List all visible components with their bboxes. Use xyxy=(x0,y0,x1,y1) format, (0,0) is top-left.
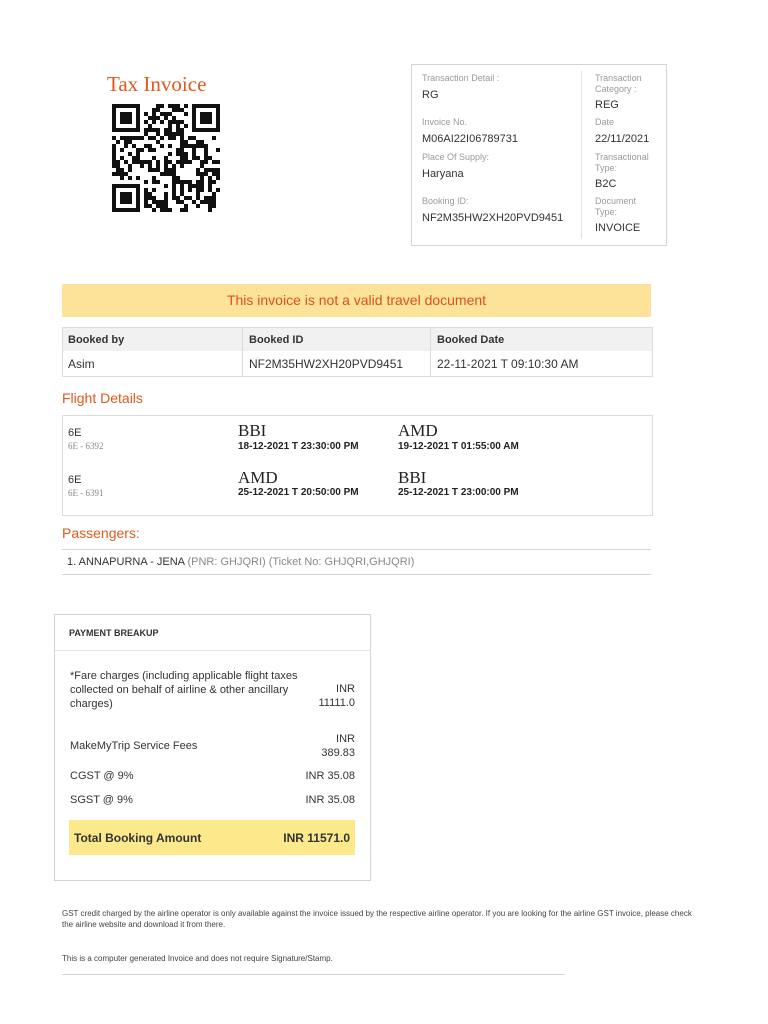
booked-by-value: Asim xyxy=(68,357,95,371)
booking-table-divider xyxy=(242,328,243,376)
sgst-value: INR 35.08 xyxy=(305,794,355,806)
computer-generated-note: This is a computer generated Invoice and does not require Signature/Stamp. xyxy=(62,954,333,963)
booking-id-label: Booking ID: xyxy=(422,196,469,206)
flight-airline: 6E xyxy=(68,427,82,439)
booked-date-value: 22-11-2021 T 09:10:30 AM xyxy=(437,357,579,371)
booking-table xyxy=(62,327,653,377)
booked-id-value: NF2M35HW2XH20PVD9451 xyxy=(249,357,404,371)
invoice-no-label: Invoice No. xyxy=(422,117,468,127)
flight-number: 6E - 6391 xyxy=(68,488,104,498)
invalid-document-banner: This invoice is not a valid travel document xyxy=(62,284,651,317)
flight-arrival-time: 19-12-2021 T 01:55:00 AM xyxy=(398,441,519,452)
document-type-label: Document Type: xyxy=(595,196,637,217)
flight-number: 6E - 6392 xyxy=(68,441,104,451)
flight-departure-time: 18-12-2021 T 23:30:00 PM xyxy=(238,441,359,452)
flight-airline: 6E xyxy=(68,474,82,486)
cgst-label: CGST @ 9% xyxy=(70,770,134,782)
passengers-heading: Passengers: xyxy=(62,525,140,541)
service-fees-label: MakeMyTrip Service Fees xyxy=(70,740,198,752)
invoice-title: Tax Invoice xyxy=(107,72,207,96)
payment-breakup-heading: PAYMENT BREAKUP xyxy=(69,628,159,638)
transactional-type-value: B2C xyxy=(595,178,617,190)
booking-table-header xyxy=(63,328,652,351)
service-fees-value: INR 389.83 xyxy=(321,733,355,759)
flight-details-heading: Flight Details xyxy=(62,390,143,406)
transactional-type-label: Transactional Type: xyxy=(595,152,649,173)
booked-id-header: Booked ID xyxy=(249,334,304,346)
passenger-details: (PNR: GHJQRI) (Ticket No: GHJQRI,GHJQRI) xyxy=(187,556,415,568)
date-label: Date xyxy=(595,117,615,127)
total-value: INR 11571.0 xyxy=(283,831,350,845)
divider xyxy=(62,549,651,550)
booking-id-value: NF2M35HW2XH20PVD9451 xyxy=(422,212,564,224)
booked-by-header: Booked by xyxy=(68,334,125,346)
fare-charges-label: *Fare charges (including applicable flight taxes collected on behalf of airline & other ancillary charges) xyxy=(70,670,298,710)
gst-note: GST credit charged by the airline operator is only available against the invoice issued by the respective airline operator. If you are looking for the airline GST invoice, please check the airline website and download it from there. xyxy=(62,909,692,929)
transaction-category-label: Transaction Category : xyxy=(595,73,642,94)
qr-code xyxy=(112,104,220,216)
passenger-row xyxy=(67,556,414,568)
flight-origin: BBI xyxy=(238,421,267,440)
divider xyxy=(62,574,651,575)
payment-divider xyxy=(55,650,370,651)
flight-departure-time: 25-12-2021 T 20:50:00 PM xyxy=(238,487,359,498)
total-booking-amount xyxy=(69,820,355,855)
place-of-supply-label: Place Of Supply: xyxy=(422,152,490,162)
transaction-detail-label: Transaction Detail : xyxy=(422,73,500,83)
cgst-value: INR 35.08 xyxy=(305,770,355,782)
transaction-category-value: REG xyxy=(595,99,619,111)
invoice-no-value: M06AI22I06789731 xyxy=(422,133,519,145)
flight-destination: BBI xyxy=(398,468,427,487)
place-of-supply-value: Haryana xyxy=(422,168,464,180)
transaction-detail-box xyxy=(411,64,667,246)
date-value: 22/11/2021 xyxy=(595,133,650,145)
payment-breakup-box xyxy=(54,614,371,881)
booking-table-divider xyxy=(430,328,431,376)
total-label: Total Booking Amount xyxy=(74,831,202,845)
sgst-label: SGST @ 9% xyxy=(70,794,133,806)
transaction-detail-value: RG xyxy=(422,89,439,101)
flight-arrival-time: 25-12-2021 T 23:00:00 PM xyxy=(398,487,519,498)
fare-charges-value: INR 11111.0 xyxy=(318,683,355,709)
flight-origin: AMD xyxy=(238,468,278,487)
transaction-divider xyxy=(581,71,582,239)
flight-destination: AMD xyxy=(398,421,438,440)
flight-details-box xyxy=(62,415,653,516)
booked-date-header: Booked Date xyxy=(437,334,505,346)
footer-divider xyxy=(62,974,565,975)
document-type-value: INVOICE xyxy=(595,222,641,234)
passenger-name: 1. ANNAPURNA - JENA xyxy=(67,556,185,568)
